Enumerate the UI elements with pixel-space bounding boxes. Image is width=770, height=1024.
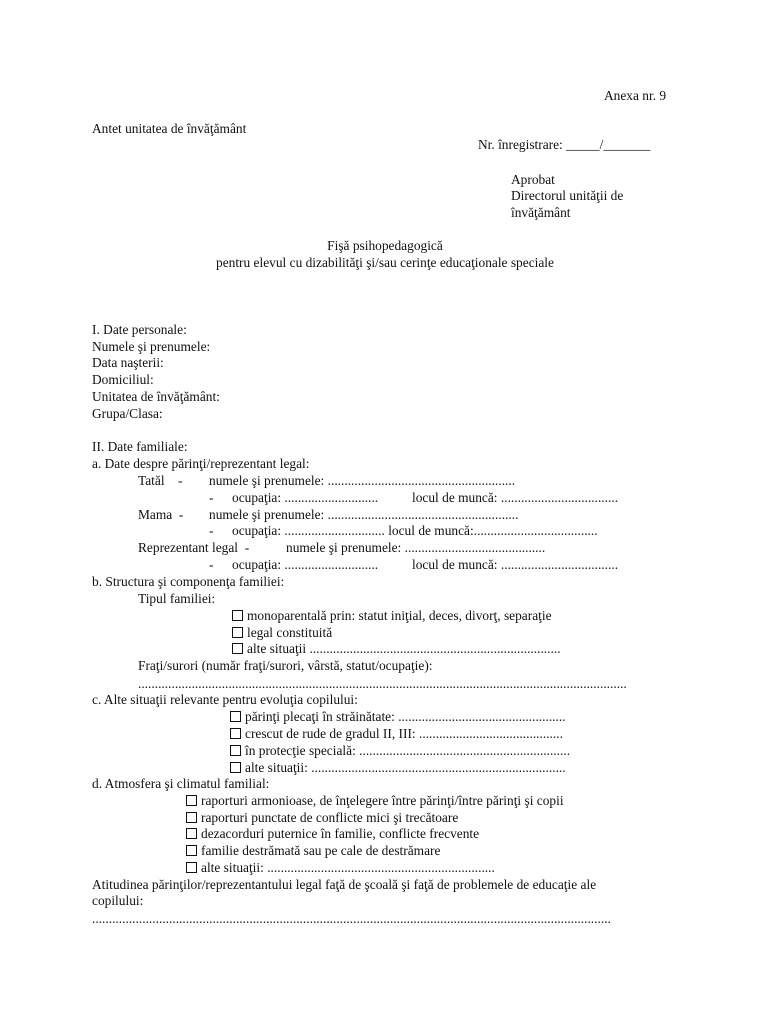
option-label: raporturi punctate de conflicte mici şi trecătoare: [201, 810, 459, 825]
mother-label: Mama -: [138, 507, 184, 522]
director-line-1: Directorul unităţii de: [511, 188, 624, 203]
option-raised-by-relatives[interactable]: [230, 726, 563, 742]
family-type-label: Tipul familiei:: [138, 591, 216, 606]
annex-number: Anexa nr. 9: [604, 88, 667, 103]
option-label: crescut de rude de gradul II, III: ...........................................: [245, 726, 563, 741]
checkbox-icon[interactable]: [186, 828, 197, 839]
checkbox-icon[interactable]: [186, 795, 197, 806]
father-job: ocupaţia: ............................: [232, 490, 379, 505]
registration-number: Nr. înregistrare: _____/_______: [478, 137, 651, 152]
checkbox-icon[interactable]: [232, 627, 243, 638]
option-special-protection[interactable]: [230, 743, 570, 759]
option-harmonious[interactable]: [186, 793, 564, 809]
checkbox-icon[interactable]: [186, 845, 197, 856]
mother-job: ocupaţia: .............................. locul de muncă:.....................................: [232, 523, 598, 538]
option-label: familie destrămată sau pe cale de destrămare: [201, 843, 441, 858]
personal-address: Domiciliul:: [92, 372, 154, 387]
checkbox-icon[interactable]: [232, 610, 243, 621]
option-parents-abroad[interactable]: [230, 709, 566, 725]
attitude-field: ...........................................................................................................................................................: [92, 911, 611, 926]
legal-rep-workplace: locul de muncă: ...................................: [412, 557, 619, 572]
director-line-2: învăţământ: [511, 205, 571, 220]
personal-heading: I. Date personale:: [92, 322, 187, 337]
siblings-field: ..................................................................................................................................................: [138, 676, 627, 691]
document-title: Fişă psihopedagogică: [327, 238, 443, 253]
mother-job-dash: -: [209, 523, 214, 538]
school-header: Antet unitatea de învăţământ: [92, 121, 247, 136]
atmosphere-heading: d. Atmosfera şi climatul familial:: [92, 776, 270, 791]
option-broken-family[interactable]: [186, 843, 440, 859]
option-label: dezacorduri puternice în familie, conflicte frecvente: [201, 826, 480, 841]
checkbox-icon[interactable]: [186, 862, 197, 873]
checkbox-icon[interactable]: [230, 762, 241, 773]
legal-rep-name: numele şi prenumele: ..........................................: [286, 540, 546, 555]
parents-heading: a. Date despre părinţi/reprezentant legal:: [92, 456, 310, 471]
father-workplace: locul de muncă: ...................................: [412, 490, 619, 505]
legal-job-dash: -: [209, 557, 214, 572]
father-label: Tatăl -: [138, 473, 183, 488]
family-heading: II. Date familiale:: [92, 439, 188, 454]
option-other-atmosphere[interactable]: [186, 860, 495, 876]
option-other-family[interactable]: [232, 641, 561, 657]
option-label: raporturi armonioase, de înţelegere între părinţi/între părinţi şi copii: [201, 793, 564, 808]
other-situations-heading: c. Alte situaţii relevante pentru evoluţia copilului:: [92, 692, 358, 707]
checkbox-icon[interactable]: [186, 812, 197, 823]
legal-rep-job: ocupaţia: ............................: [232, 557, 379, 572]
option-minor-conflicts[interactable]: [186, 810, 458, 826]
option-label: părinţi plecaţi în străinătate: ..................................................: [245, 709, 566, 724]
mother-name: numele şi prenumele: .........................................................: [209, 507, 519, 522]
structure-heading: b. Structura şi componenţa familiei:: [92, 574, 285, 589]
document-subtitle: pentru elevul cu dizabilităţi şi/sau cerinţe educaţionale speciale: [216, 255, 554, 270]
option-strong-disagreements[interactable]: [186, 826, 479, 842]
attitude-line-1: Atitudinea părinţilor/reprezentantului legal faţă de şcoală şi faţă de problemele de educaţie ale: [92, 877, 597, 892]
option-label: în protecţie specială: ...............................................................: [245, 743, 571, 758]
siblings-label: Fraţi/surori (număr fraţi/surori, vârstă, statut/ocupaţie):: [138, 658, 433, 673]
option-label: legal constituită: [247, 625, 333, 640]
checkbox-icon[interactable]: [230, 728, 241, 739]
father-job-dash: -: [209, 490, 214, 505]
attitude-line-2: copilului:: [92, 893, 144, 908]
checkbox-icon[interactable]: [230, 711, 241, 722]
approved-label: Aprobat: [511, 172, 555, 187]
checkbox-icon[interactable]: [232, 643, 243, 654]
option-label: monoparentală prin: statut iniţial, deces, divorţ, separaţie: [247, 608, 552, 623]
legal-rep-label: Reprezentant legal -: [138, 540, 250, 555]
option-label: alte situaţii ...........................................................................: [247, 641, 561, 656]
option-other-situations[interactable]: [230, 760, 566, 776]
personal-birth: Data naşterii:: [92, 355, 164, 370]
checkbox-icon[interactable]: [230, 745, 241, 756]
father-name: numele şi prenumele: ........................................................: [209, 473, 516, 488]
personal-group: Grupa/Clasa:: [92, 406, 163, 421]
option-label: alte situaţii: ....................................................................: [201, 860, 495, 875]
option-monoparental[interactable]: [232, 608, 552, 624]
option-legal-family[interactable]: [232, 625, 332, 641]
personal-name: Numele şi prenumele:: [92, 339, 211, 354]
option-label: alte situaţii: ............................................................................: [245, 760, 566, 775]
personal-school: Unitatea de învăţământ:: [92, 389, 220, 404]
